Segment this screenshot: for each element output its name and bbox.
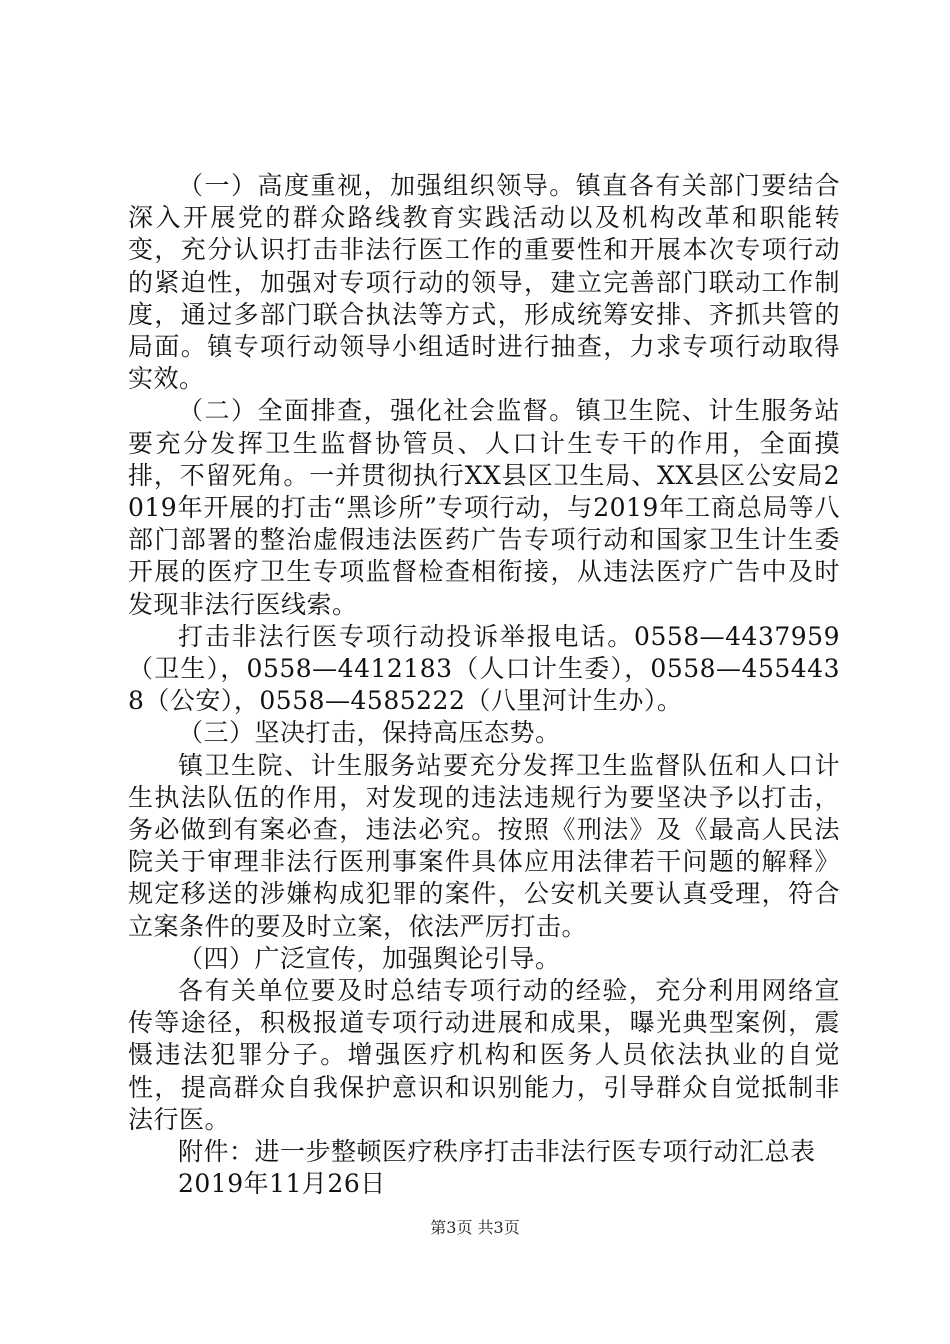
heading-section-three: （三）坚决打击，保持高压态势。 bbox=[178, 718, 561, 748]
paragraph-section-four: 各有关单位要及时总结专项行动的经验，充分利用网络宣传等途径，积极报道专项行动进展和成果，曝光典型案例，震慑违法犯罪分子。增强医疗机构和医务人员依法执业的自觉性，提高群众自我保护意识和识别能力，引导群众自觉抵制非法行医。 bbox=[128, 976, 840, 1134]
heading-section-four: （四）广泛宣传，加强舆论引导。 bbox=[178, 943, 561, 973]
paragraph-section-two: （二）全面排查，强化社会监督。镇卫生院、计生服务站要充分发挥卫生监督协管员、人口计生专干的作用，全面摸排，不留死角。一并贯彻执行XX县区卫生局、XX县区公安局2019年开展的打击“黑诊所”专项行动，与2019年工商总局等八部门部署的整治虚假违法医药广告专项行动和国家卫生计生委开展的医疗卫生专项监督检查相衔接，从违法医疗广告中及时发现非法行医线索。 bbox=[128, 396, 840, 619]
paragraph-section-three: 镇卫生院、计生服务站要充分发挥卫生监督队伍和人口计生执法队伍的作用，对发现的违法违规行为要坚决予以打击，务必做到有案必查，违法必究。按照《刑法》及《最高人民法院关于审理非法行医刑事案件具体应用法律若干问题的解释》规定移送的涉嫌构成犯罪的案件，公安机关要认真受理，符合立案条件的要及时立案，依法严厉打击。 bbox=[128, 750, 840, 941]
date-line: 2019年11月26日 bbox=[178, 1169, 386, 1199]
document-body bbox=[128, 170, 840, 1201]
paragraph-hotline: 打击非法行医专项行动投诉举报电话。0558—4437959（卫生），0558—4412183（人口计生委），0558—4554438（公安），0558—4585222（八里河计生办）。 bbox=[128, 621, 840, 716]
page-footer: 第3页 共3页 bbox=[430, 1218, 520, 1237]
paragraph-section-one: （一）高度重视，加强组织领导。镇直各有关部门要结合深入开展党的群众路线教育实践活动以及机构改革和职能转变，充分认识打击非法行医工作的重要性和开展本次专项行动的紧迫性，加强对专项行动的领导，建立完善部门联动工作制度，通过多部门联合执法等方式，形成统筹安排、齐抓共管的局面。镇专项行动领导小组适时进行抽查，力求专项行动取得实效。 bbox=[128, 171, 840, 394]
attachment-line: 附件：进一步整顿医疗秩序打击非法行医专项行动汇总表 bbox=[178, 1137, 816, 1167]
